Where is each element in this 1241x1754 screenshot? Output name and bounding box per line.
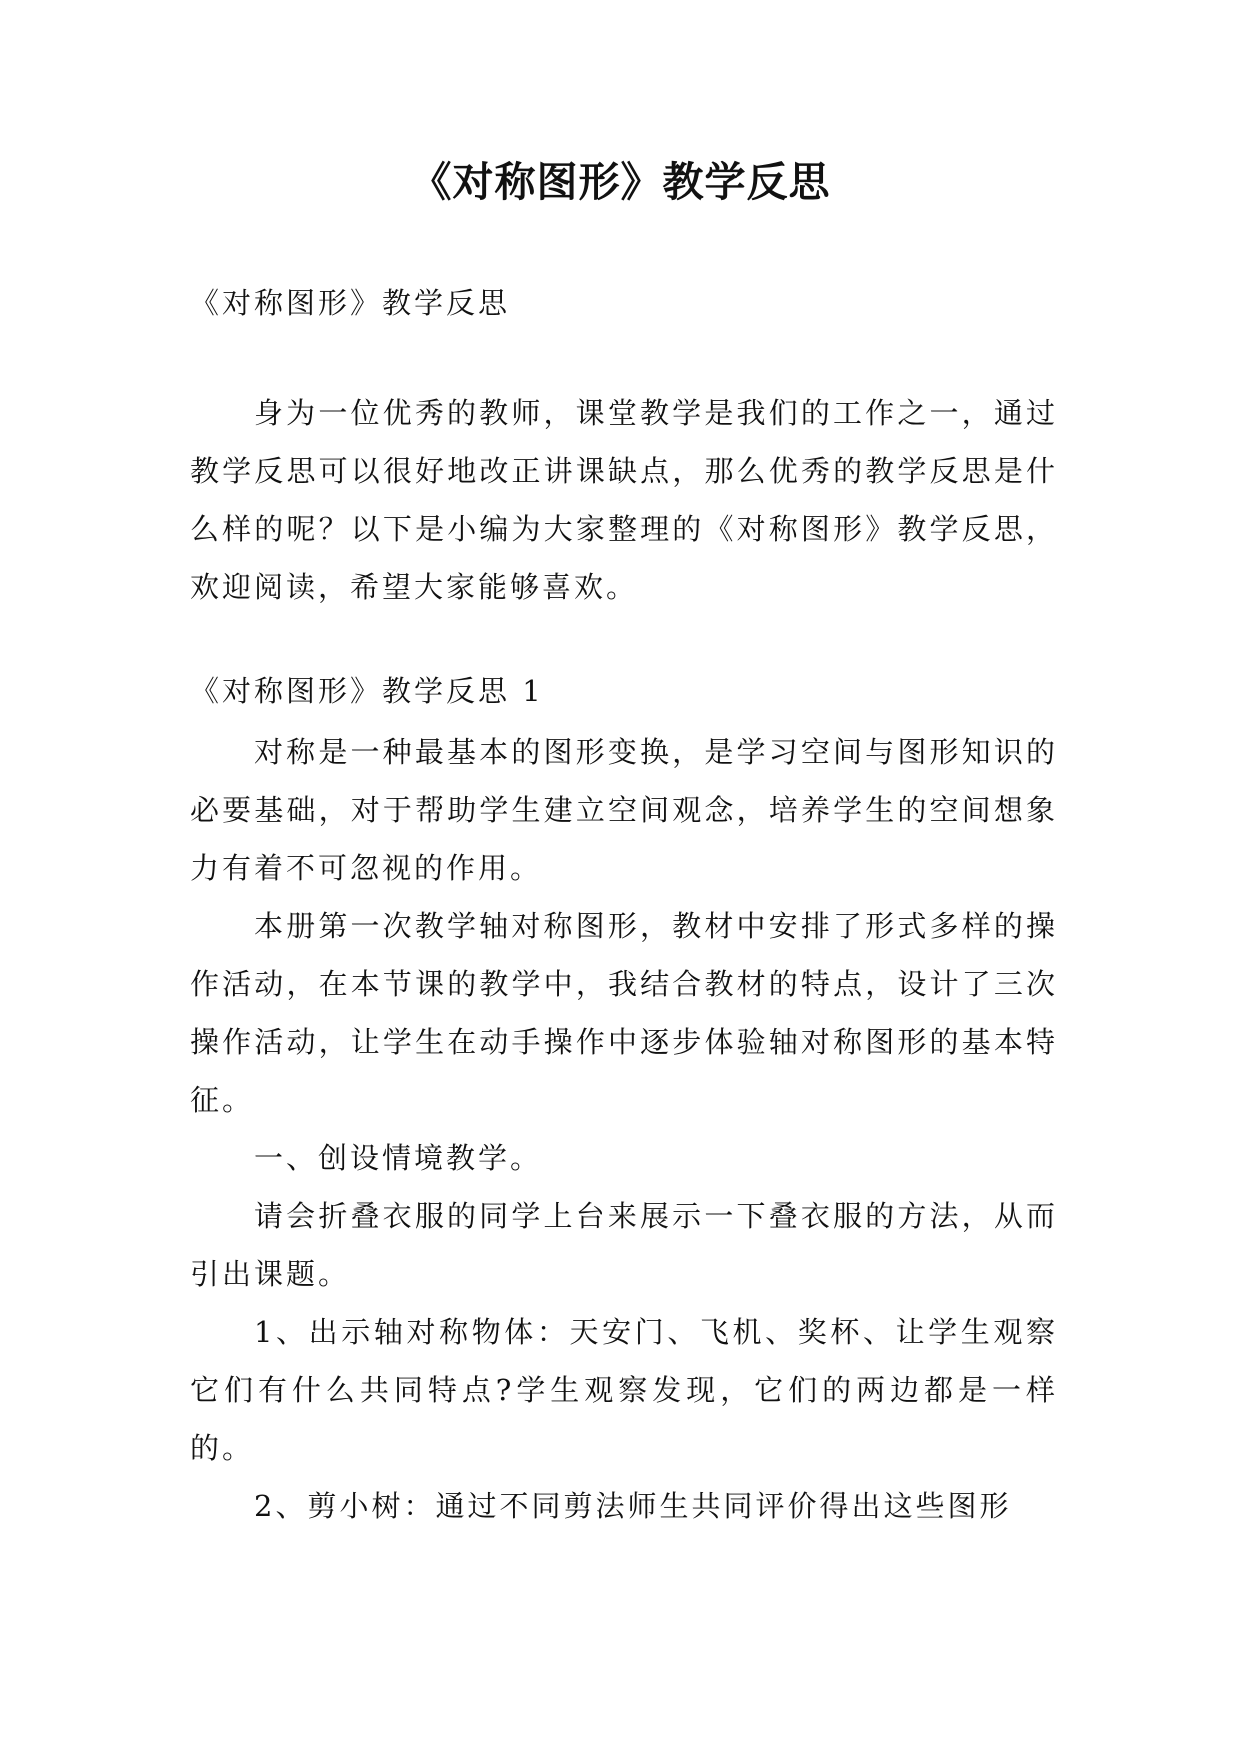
body-paragraph: 一、创设情境教学。 [254, 1141, 543, 1175]
section-heading: 《对称图形》教学反思 1 [190, 674, 544, 708]
body-paragraph: 请会折叠衣服的同学上台来展示一下叠衣服的方法，从而引出课题。 [190, 1199, 1058, 1291]
document-title: 《对称图形》教学反思 [410, 158, 831, 206]
intro-paragraph: 身为一位优秀的教师，课堂教学是我们的工作之一，通过教学反思可以很好地改正讲课缺点，那么优秀的教学反思是什么样的呢？以下是小编为大家整理的《对称图形》教学反思，欢迎阅读，希望大家能够喜欢。 [190, 396, 1058, 604]
body-paragraph: 本册第一次教学轴对称图形，教材中安排了形式多样的操作活动，在本节课的教学中，我结合教材的特点，设计了三次操作活动，让学生在动手操作中逐步体验轴对称图形的基本特征。 [190, 909, 1058, 1117]
subtitle: 《对称图形》教学反思 [190, 286, 511, 320]
body-paragraph: 2、剪小树：通过不同剪法师生共同评价得出这些图形 [254, 1489, 1012, 1523]
body-paragraph: 1、出示轴对称物体：天安门、飞机、奖杯、让学生观察它们有什么共同特点?学生观察发现，它们的两边都是一样的。 [190, 1315, 1058, 1465]
body-paragraph: 对称是一种最基本的图形变换，是学习空间与图形知识的必要基础，对于帮助学生建立空间观念，培养学生的空间想象力有着不可忽视的作用。 [190, 735, 1058, 885]
document-body [190, 274, 1058, 1535]
